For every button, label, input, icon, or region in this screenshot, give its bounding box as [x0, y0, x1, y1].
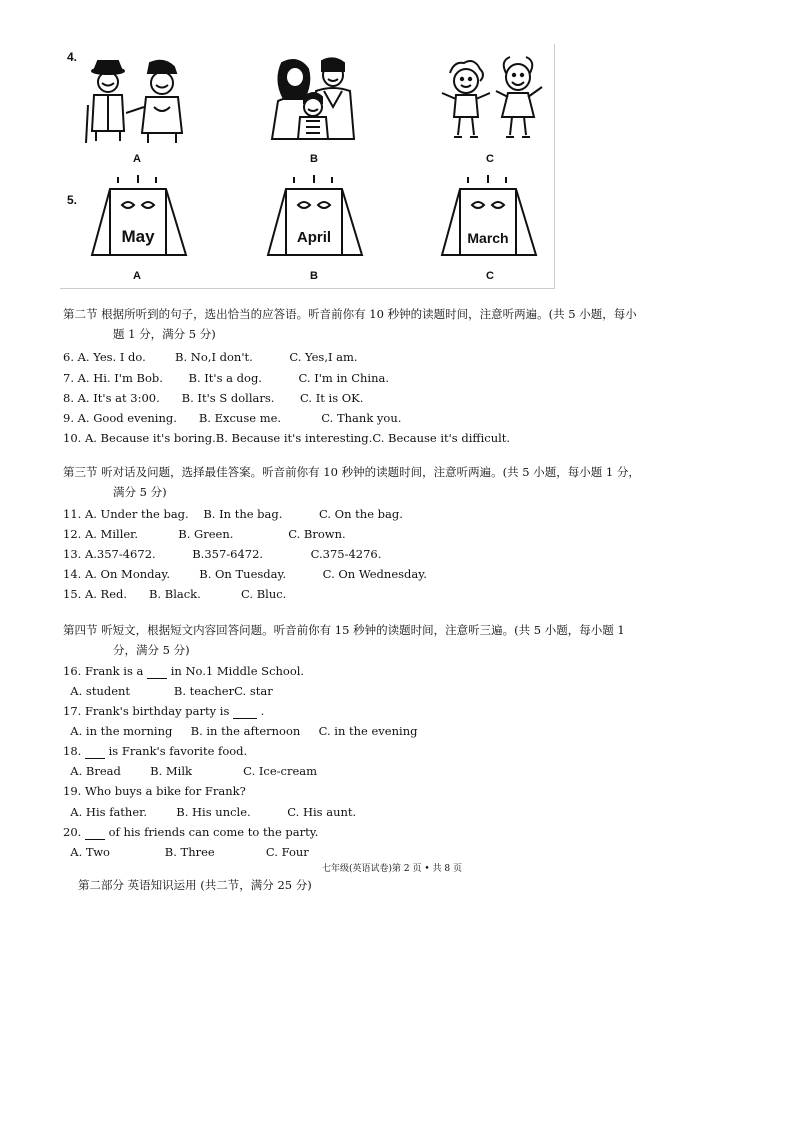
q4-option-b-letter: B [310, 153, 318, 165]
question-8: 8. A. It's at 3:00. B. It's S dollars. C. It is OK. [63, 391, 364, 405]
q18-text-pre: 18. [63, 744, 85, 758]
question-18 [63, 744, 247, 759]
question-10: 10. A. Because it's boring.B. Because it's interesting.C. Because it's difficult. [63, 431, 511, 445]
question-12: 12. A. Miller. B. Green. C. Brown. [63, 527, 346, 541]
calendar-march-icon [438, 175, 538, 261]
q18-text-post: is Frank's favorite food. [104, 744, 248, 758]
question-16-options: A. student B. teacherC. star [63, 684, 273, 698]
calendar-april-icon [264, 175, 364, 261]
section2-header [63, 304, 735, 344]
q4-option-a-letter: A [133, 153, 141, 165]
q20-blank [85, 825, 105, 840]
section2-header-line2: 题 1 分，满分 5 分) [113, 327, 216, 341]
q20-text-post: of his friends can come to the party. [104, 825, 319, 839]
section4-header [63, 620, 735, 660]
q5-option-a-letter: A [133, 270, 141, 282]
section3-header-line1: 第三节 听对话及问题，选择最佳答案。听音前你有 10 秒钟的读题时间，注意听两遍。(共 5 小题，每小题 1 分， [63, 465, 640, 479]
question-20 [63, 825, 318, 840]
q17-text-pre: 17. Frank's birthday party is [63, 704, 234, 718]
q5-option-c-letter: C [486, 270, 494, 282]
question-9: 9. A. Good evening. B. Excuse me. C. Thank you. [63, 411, 402, 425]
question-17 [63, 704, 264, 719]
question-18-options: A. Bread B. Milk C. Ice-cream [63, 764, 318, 778]
elderly-couple-icon [82, 55, 192, 145]
family-parents-child-icon [262, 55, 372, 143]
question-20-options: A. Two B. Three C. Four [63, 845, 309, 859]
q16-blank [147, 664, 167, 679]
q20-text-pre: 20. [63, 825, 85, 839]
section4-header-line1: 第四节 听短文，根据短文内容回答问题。听音前你有 15 秒钟的读题时间，注意听三遍。(共 5 小题，每小题 1 [63, 623, 625, 637]
q17-text-post: . [257, 704, 265, 718]
question-5-number: 5. [67, 193, 78, 207]
question-4-number: 4. [67, 50, 78, 64]
calendar-may-word: May [121, 227, 155, 246]
question-14: 14. A. On Monday. B. On Tuesday. C. On Wednesday. [63, 567, 427, 581]
section3-header [63, 462, 735, 502]
part2-title: 第二部分 英语知识运用 (共二节，满分 25 分) [78, 878, 312, 892]
q17-blank [233, 704, 257, 719]
question-17-options: A. in the morning B. in the afternoon C. in the evening [63, 724, 418, 738]
q16-text-post: in No.1 Middle School. [167, 664, 305, 678]
question-11: 11. A. Under the bag. B. In the bag. C. On the bag. [63, 507, 403, 521]
section3-header-line2: 满分 5 分) [113, 485, 167, 499]
q4-option-c-letter: C [486, 153, 494, 165]
q5-option-b-letter: B [310, 270, 318, 282]
question-19: 19. Who buys a bike for Frank? [63, 784, 246, 798]
q18-blank [85, 744, 105, 759]
question-7: 7. A. Hi. I'm Bob. B. It's a dog. C. I'm in China. [63, 371, 390, 385]
question-15: 15. A. Red. B. Black. C. Bluc. [63, 587, 287, 601]
calendar-march-word: March [467, 230, 509, 246]
page-footer: 七年级(英语试卷)第 2 页 • 共 8 页 [322, 864, 462, 874]
question-6: 6. A. Yes. I do. B. No,I don't. C. Yes,I am. [63, 350, 358, 364]
question-13: 13. A.357-4672. B.357-6472. C.375-4276. [63, 547, 382, 561]
section4-header-line2: 分，满分 5 分) [113, 643, 190, 657]
calendar-may-icon [88, 175, 188, 261]
question-16 [63, 664, 304, 679]
question-19-options: A. His father. B. His uncle. C. His aunt. [63, 805, 357, 819]
q16-text-pre: 16. Frank is a [63, 664, 148, 678]
calendar-april-word: April [296, 229, 332, 246]
two-children-icon [438, 55, 550, 143]
section2-header-line1: 第二节 根据所听到的句子，选出恰当的应答语。听音前你有 10 秒钟的读题时间，注意听两遍。(共 5 小题，每小 [63, 307, 637, 321]
